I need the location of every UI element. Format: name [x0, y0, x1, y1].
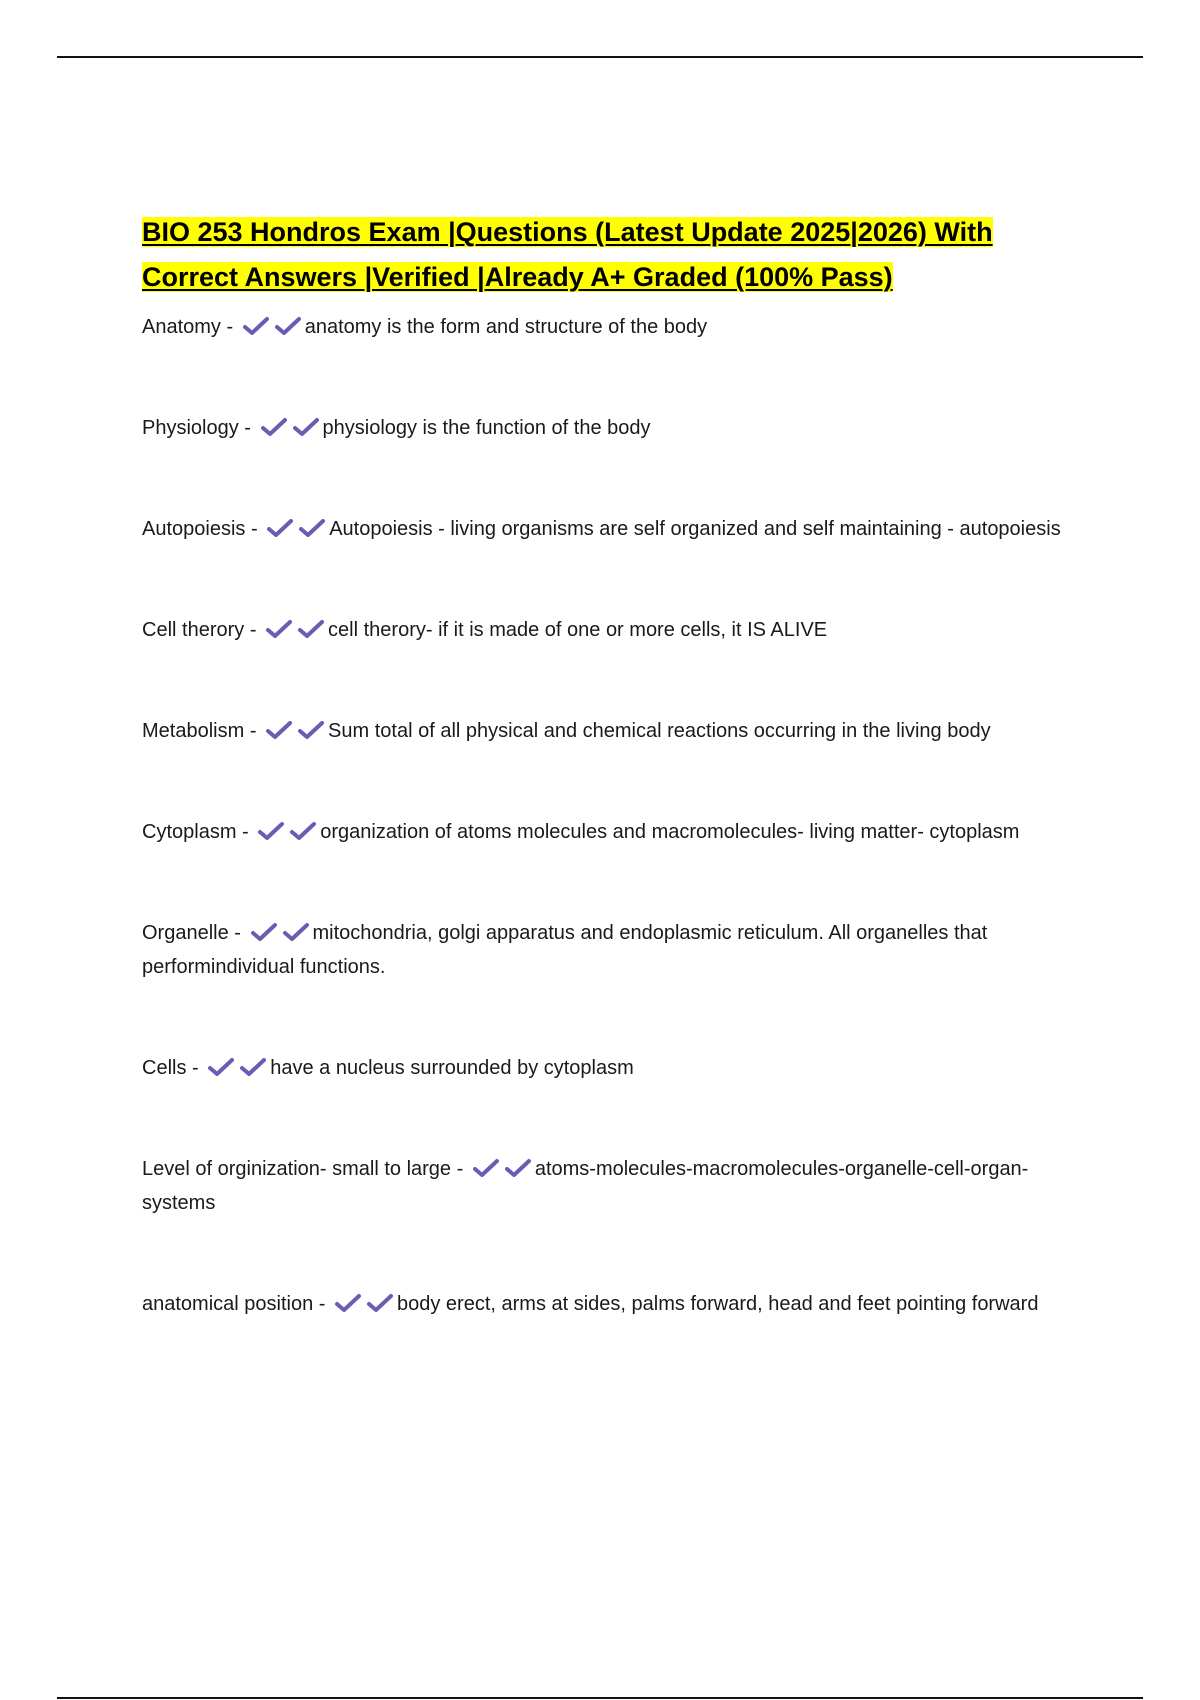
qa-term: Cytoplasm: [142, 821, 237, 843]
qa-definition: physiology is the function of the body: [322, 417, 651, 439]
check-icon: [298, 717, 324, 737]
check-icon: [267, 515, 293, 535]
qa-definition: have a nucleus surrounded by cytoplasm: [270, 1057, 634, 1079]
qa-separator: -: [220, 316, 239, 338]
check-icon: [275, 313, 301, 333]
document-body: [142, 210, 1062, 1321]
bottom-rule: [57, 1697, 1143, 1699]
qa-entry: [142, 815, 1062, 849]
qa-term: Metabolism: [142, 720, 245, 742]
qa-term: Cell therory: [142, 619, 245, 641]
check-icon: [283, 919, 309, 939]
qa-gap: [142, 647, 1062, 714]
qa-term: Level of orginization- small to large: [142, 1158, 452, 1180]
check-icon: [505, 1155, 531, 1175]
check-icon: [243, 313, 269, 333]
check-icon: [299, 515, 325, 535]
qa-entry: [142, 310, 1062, 344]
qa-separator: -: [451, 1158, 469, 1180]
top-rule: [57, 56, 1143, 58]
qa-entry: [142, 1287, 1062, 1321]
qa-list: [142, 310, 1062, 1321]
qa-entry: [142, 512, 1062, 546]
qa-term: Anatomy: [142, 316, 221, 338]
qa-gap: [142, 1220, 1062, 1287]
qa-separator: -: [186, 1057, 205, 1079]
check-icon: [266, 717, 292, 737]
qa-term: Autopoiesis: [142, 518, 246, 540]
qa-gap: [142, 984, 1062, 1051]
qa-separator: -: [228, 922, 247, 944]
check-icon: [293, 414, 319, 434]
qa-entry: [142, 1152, 1062, 1220]
qa-entry: [142, 411, 1062, 445]
qa-definition: Autopoiesis - living organisms are self organized and self maintaining - autopoiesis: [329, 518, 1061, 540]
check-icon: [367, 1290, 393, 1310]
qa-separator: -: [236, 821, 255, 843]
qa-gap: [142, 445, 1062, 512]
qa-separator: -: [238, 417, 257, 439]
qa-separator: -: [245, 518, 264, 540]
qa-definition: body erect, arms at sides, palms forward, head and feet pointing forward: [397, 1293, 1039, 1315]
check-icon: [335, 1290, 361, 1310]
qa-definition: anatomy is the form and structure of the body: [304, 316, 708, 338]
qa-entry: [142, 916, 1062, 984]
qa-entry: [142, 1051, 1062, 1085]
qa-definition: organization of atoms molecules and macromolecules- living matter- cytoplasm: [320, 821, 1020, 843]
document-title-text: BIO 253 Hondros Exam |Questions (Latest Update 2025|2026) With Correct Answers |Verified |Already A+ Graded (100% Pass): [142, 217, 993, 292]
check-icon: [258, 818, 284, 838]
qa-term: anatomical position: [142, 1293, 314, 1315]
check-icon: [251, 919, 277, 939]
qa-gap: [142, 748, 1062, 815]
qa-separator: -: [244, 720, 263, 742]
qa-separator: -: [313, 1293, 331, 1315]
qa-gap: [142, 1085, 1062, 1152]
check-icon: [290, 818, 316, 838]
check-icon: [266, 616, 292, 636]
qa-entry: [142, 714, 1062, 748]
qa-separator: -: [244, 619, 263, 641]
qa-definition: mitochondria, golgi apparatus and endoplasmic reticulum. All organelles that performindividual functions.: [142, 922, 988, 978]
qa-entry: [142, 613, 1062, 647]
qa-definition: Sum total of all physical and chemical reactions occurring in the living body: [328, 720, 991, 742]
qa-gap: [142, 849, 1062, 916]
qa-definition: atoms-molecules-macromolecules-organelle-cell-organ-systems: [142, 1158, 1029, 1214]
qa-term: Cells: [142, 1057, 187, 1079]
qa-term: Physiology: [142, 417, 239, 439]
document-title: [142, 210, 1062, 300]
check-icon: [298, 616, 324, 636]
qa-definition: cell therory- if it is made of one or more cells, it IS ALIVE: [328, 619, 828, 641]
check-icon: [261, 414, 287, 434]
qa-term: Organelle: [142, 922, 229, 944]
qa-gap: [142, 344, 1062, 411]
check-icon: [208, 1054, 234, 1074]
qa-gap: [142, 546, 1062, 613]
check-icon: [240, 1054, 266, 1074]
check-icon: [473, 1155, 499, 1175]
